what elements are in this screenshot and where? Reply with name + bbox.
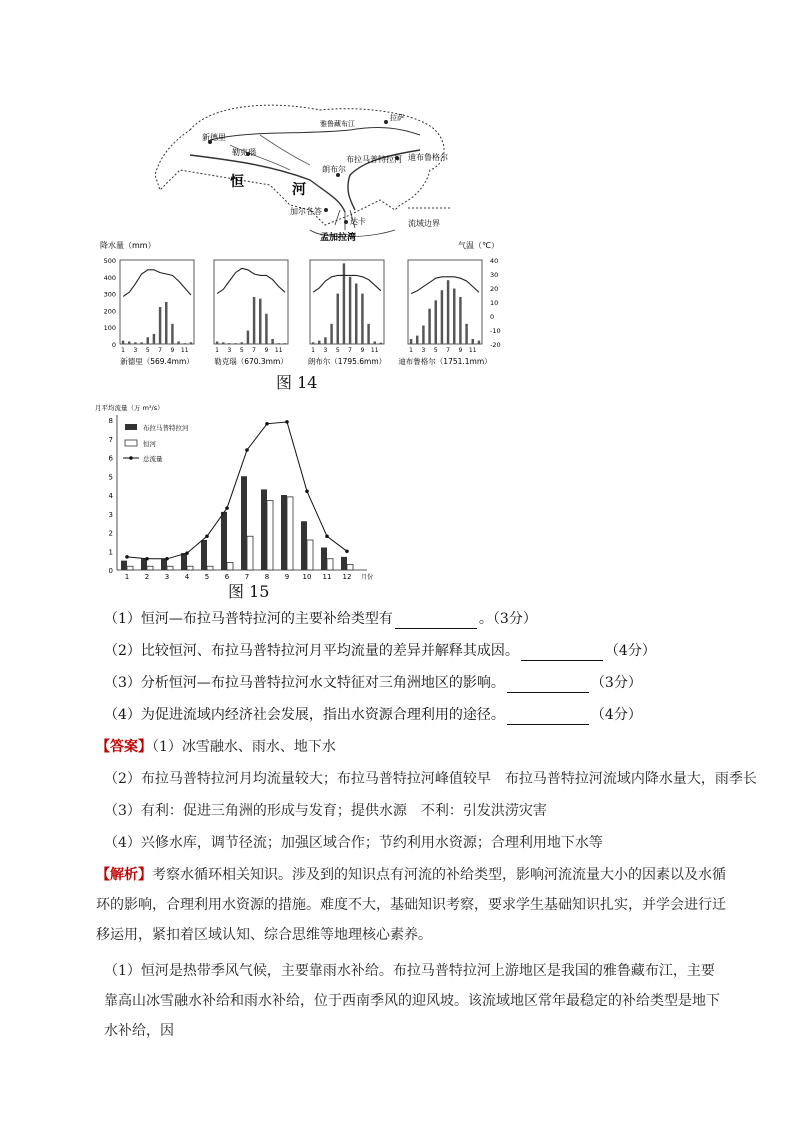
map-label-brahmaputra: 布拉马普特拉河 — [346, 155, 402, 164]
temp-line — [123, 270, 191, 297]
x-axis-label: 月份 — [361, 574, 374, 580]
bar-ganges — [327, 559, 333, 570]
precip-bar — [241, 342, 243, 344]
precip-bar — [159, 307, 161, 344]
fig15-caption: 图 15 — [228, 582, 270, 601]
month-tick: 11 — [274, 347, 283, 354]
question-1 — [104, 609, 537, 629]
bar-ganges — [187, 566, 193, 570]
temp-line — [313, 275, 381, 292]
station-label: 朗布尔（1795.6mm） — [307, 357, 387, 366]
bar-brahmaputra — [141, 559, 147, 570]
x-tick: 10 — [302, 573, 312, 580]
temp-tick: 30 — [490, 271, 499, 279]
precip-bar — [478, 341, 480, 344]
precip-bar — [128, 341, 130, 344]
answer-tag: 【答案】 — [96, 739, 152, 755]
station-label: 新德里（569.4mm） — [120, 357, 194, 366]
map-label-dibrugarh: 迪布鲁格尔 — [408, 153, 448, 162]
bar-brahmaputra — [161, 559, 167, 570]
month-tick: 5 — [433, 347, 438, 354]
precip-bar — [147, 337, 149, 344]
precip-bar — [247, 331, 249, 344]
total-flow-point — [325, 534, 329, 538]
bar-ganges — [127, 566, 133, 570]
bar-ganges — [287, 497, 293, 570]
month-tick: 3 — [227, 347, 232, 354]
legend-brahmaputra: 布拉马普特拉河 — [143, 424, 189, 432]
climate-frame — [408, 260, 482, 344]
x-tick: 1 — [124, 573, 130, 580]
temp-axis-title: 气温（℃） — [458, 241, 499, 250]
climate-frame — [120, 260, 194, 344]
answer-2: （2）布拉马普特拉河月均流量较大；布拉马普特拉河峰值较早 布拉马普特拉河流域内降水量大，雨季长 — [104, 771, 757, 787]
question-1-text: （1）恒河—布拉马普特拉河的主要补给类型有 — [104, 611, 393, 627]
x-tick: 6 — [224, 573, 230, 580]
y-tick: 4 — [108, 492, 113, 500]
station-label: 迪布鲁格尔（1751.1mm） — [398, 357, 492, 366]
bar-brahmaputra — [301, 521, 307, 570]
month-tick: 9 — [170, 347, 175, 354]
map-legend-boundary: 流域边界 — [408, 219, 440, 228]
bar-ganges — [147, 566, 153, 570]
month-tick: 9 — [458, 347, 463, 354]
question-3-text: （3）分析恒河—布拉马普特拉河水文特征对三角洲地区的影响。 — [104, 675, 505, 691]
month-tick: 9 — [360, 347, 365, 354]
precip-bar — [228, 343, 230, 344]
total-flow-point — [165, 557, 169, 561]
precip-bar — [284, 343, 286, 344]
answer-3: （3）有利：促进三角洲的形成与发育；提供水源 不利：引发洪涝灾害 — [104, 803, 547, 819]
analysis-paragraph — [96, 860, 726, 950]
bar-brahmaputra — [201, 540, 207, 570]
month-tick: 1 — [311, 347, 315, 354]
y-tick: 3 — [108, 510, 113, 519]
answer-blank-3[interactable] — [507, 678, 589, 693]
precip-bar — [380, 343, 382, 344]
total-flow-point — [225, 506, 229, 510]
climate-frame — [214, 260, 288, 344]
total-flow-point — [125, 555, 129, 559]
bar-ganges — [267, 501, 273, 570]
bar-ganges — [247, 536, 253, 570]
legend-swatch-ganges — [125, 440, 137, 446]
precip-tick: 0 — [111, 341, 116, 349]
bar-brahmaputra — [221, 512, 227, 570]
bar-brahmaputra — [321, 548, 327, 571]
analysis-text: 考察水循环相关知识。涉及到的知识点有河流的补给类型，影响河流流量大小的因素以及水循环的影响，合理利用水资源的措施。难度不大，基础知识考察，要求学生基础知识扎实，并学会进行迁移运用，紧扣着区域认知、综合思维等地理核心素养。 — [96, 867, 726, 943]
precip-bar — [177, 341, 179, 344]
month-tick: 7 — [348, 347, 352, 354]
bar-brahmaputra — [261, 489, 267, 570]
y-tick: 2 — [108, 529, 113, 538]
precip-bar — [190, 342, 192, 344]
bar-brahmaputra — [241, 476, 247, 570]
bar-brahmaputra — [121, 561, 127, 570]
total-flow-line — [127, 422, 347, 559]
precip-bar — [422, 326, 424, 344]
precip-bar — [428, 309, 430, 344]
month-tick: 7 — [252, 347, 256, 354]
bar-brahmaputra — [181, 553, 187, 570]
precip-bar — [416, 336, 418, 344]
y-tick: 8 — [108, 417, 113, 425]
precip-bar — [441, 290, 443, 344]
month-tick: 1 — [121, 347, 125, 354]
question-4-score: （4分） — [590, 707, 642, 723]
x-tick: 4 — [184, 573, 190, 580]
total-flow-point — [245, 448, 249, 452]
temp-tick: 10 — [490, 299, 499, 307]
station-label: 勒克瑙（670.3mm） — [214, 357, 288, 366]
precip-tick: 500 — [103, 257, 116, 265]
precip-bar — [367, 324, 369, 344]
x-tick: 5 — [204, 573, 210, 580]
y-tick: 5 — [108, 473, 113, 482]
fig14-caption: 图 14 — [276, 373, 318, 392]
precip-bar — [349, 277, 351, 344]
precip-bar — [140, 342, 142, 344]
x-tick: 12 — [342, 573, 352, 580]
temp-tick: 20 — [490, 285, 499, 293]
map-label-lhasa: 拉萨 — [390, 114, 404, 122]
total-flow-point — [345, 549, 349, 553]
month-tick: 3 — [133, 347, 138, 354]
precip-bar — [435, 300, 437, 344]
total-flow-point — [145, 557, 149, 561]
bar-ganges — [207, 566, 213, 570]
y-tick: 6 — [108, 454, 113, 463]
analysis-tag: 【解析】 — [96, 867, 152, 883]
temp-tick: -10 — [490, 327, 501, 335]
map-label-bay-of-bengal: 孟加拉湾 — [320, 233, 357, 243]
month-tick: 11 — [468, 347, 477, 354]
legend-swatch-brahmaputra — [125, 424, 137, 430]
river-basin-map — [150, 100, 490, 245]
map-label-lucknow: 勒克瑙 — [232, 148, 256, 157]
flow-y-title: 月平均流量（万 m³/s） — [95, 404, 164, 412]
precip-bar — [453, 289, 455, 344]
bar-brahmaputra — [341, 557, 347, 570]
question-3-score: （3分） — [590, 675, 642, 691]
x-tick: 7 — [244, 573, 250, 580]
y-tick: 0 — [108, 567, 113, 575]
precip-bar — [355, 284, 357, 344]
analysis-part-1: （1）恒河是热带季风气候，主要靠雨水补给。布拉马普特拉河上游地区是我国的雅鲁藏布江，主要靠高山冰雪融水补给和雨水补给，位于西南季风的迎风坡。该流域地区常年最稳定的补给类型是地下水补给，因 — [104, 963, 720, 1039]
precip-bar — [410, 339, 412, 344]
precip-bar — [171, 324, 173, 344]
precip-tick: 300 — [103, 290, 116, 299]
legend-ganges: 恒河 — [143, 440, 156, 448]
precip-bar — [312, 342, 314, 344]
answer-4: （4）兴修水库，调节径流；加强区域合作；节约利用水资源；合理利用地下水等 — [104, 835, 603, 851]
legend-total: 总流量 — [143, 455, 163, 463]
month-tick: 5 — [335, 347, 340, 354]
month-tick: 11 — [370, 347, 379, 354]
bar-ganges — [227, 563, 233, 571]
map-label-kolkata: 加尔各答 — [290, 207, 322, 216]
precip-tick: 400 — [103, 273, 116, 282]
precip-bar — [361, 294, 363, 344]
precip-bar — [465, 324, 467, 344]
x-tick: 11 — [322, 573, 332, 580]
temp-tick: 40 — [490, 257, 499, 265]
answer-1: （1）冰雪融水、雨水、地下水 — [152, 739, 336, 755]
answer-line-1 — [96, 737, 336, 757]
precip-bar — [122, 341, 124, 344]
precip-bar — [234, 343, 236, 344]
map-label-yarlung: 雅鲁藏布江 — [320, 120, 355, 128]
x-tick: 9 — [284, 573, 290, 580]
precip-bar — [271, 339, 273, 344]
question-3 — [104, 673, 642, 693]
legend-swatch-total-dot — [129, 456, 133, 460]
question-4-text: （4）为促进流域内经济社会发展，指出水资源合理利用的途径。 — [104, 707, 505, 723]
month-tick: 3 — [421, 347, 426, 354]
precip-bar — [374, 341, 376, 344]
precip-bar — [253, 297, 255, 344]
month-tick: 1 — [215, 347, 219, 354]
x-tick: 3 — [164, 573, 170, 580]
x-tick: 8 — [264, 573, 270, 580]
map-label-rangpur: 朗布尔 — [322, 165, 346, 174]
precip-bar — [330, 324, 332, 344]
map-label-dhaka: 达卡 — [350, 217, 366, 226]
precip-bar — [459, 297, 461, 344]
question-2 — [104, 641, 656, 661]
x-tick: 2 — [144, 573, 150, 580]
precip-axis-title: 降水量（mm） — [100, 241, 156, 250]
total-flow-point — [265, 422, 269, 426]
flow-chart — [95, 400, 395, 580]
y-tick: 1 — [108, 548, 113, 557]
precip-bar — [278, 343, 280, 344]
answer-blank-1[interactable] — [395, 614, 477, 629]
question-4 — [104, 705, 642, 725]
total-flow-point — [205, 534, 209, 538]
month-tick: 1 — [409, 347, 413, 354]
month-tick: 5 — [239, 347, 244, 354]
map-label-ganges-1: 恒 — [230, 174, 244, 190]
temp-line — [411, 277, 479, 294]
total-flow-point — [285, 420, 289, 424]
climate-charts — [98, 238, 510, 366]
question-1-score: 。（3分） — [478, 611, 537, 627]
total-flow-point — [185, 551, 189, 555]
temp-line — [217, 268, 285, 293]
bar-ganges — [307, 540, 313, 570]
precip-bar — [447, 280, 449, 344]
precip-bar — [165, 302, 167, 344]
month-tick: 3 — [323, 347, 328, 354]
precip-bar — [337, 294, 339, 344]
question-2-score: （4分） — [604, 643, 656, 659]
precip-bar — [216, 341, 218, 344]
temp-tick: 0 — [490, 313, 495, 321]
bar-ganges — [347, 564, 353, 570]
precip-bar — [324, 337, 326, 344]
month-tick: 5 — [145, 347, 150, 354]
precip-bar — [153, 334, 155, 344]
question-2-text: （2）比较恒河、布拉马普特拉河月平均流量的差异并解释其成因。 — [104, 643, 519, 659]
bar-brahmaputra — [281, 495, 287, 570]
answer-blank-2[interactable] — [521, 646, 603, 661]
precip-bar — [265, 314, 267, 344]
month-tick: 9 — [264, 347, 269, 354]
precip-bar — [318, 341, 320, 344]
climate-frame — [310, 260, 384, 344]
y-tick: 7 — [108, 435, 113, 444]
map-label-ganges-2: 河 — [292, 182, 306, 198]
precip-bar — [472, 339, 474, 344]
precip-bar — [222, 342, 224, 344]
temp-tick: -20 — [490, 341, 501, 349]
month-tick: 11 — [180, 347, 189, 354]
precip-tick: 100 — [103, 324, 116, 333]
total-flow-point — [305, 489, 309, 493]
month-tick: 7 — [446, 347, 450, 354]
bar-ganges — [167, 566, 173, 570]
map-label-newdelhi: 新德里 — [202, 133, 226, 142]
precip-tick: 200 — [103, 307, 116, 316]
precip-bar — [259, 299, 261, 344]
precip-bar — [184, 343, 186, 344]
precip-bar — [134, 342, 136, 344]
month-tick: 7 — [158, 347, 162, 354]
answer-blank-4[interactable] — [507, 710, 589, 725]
